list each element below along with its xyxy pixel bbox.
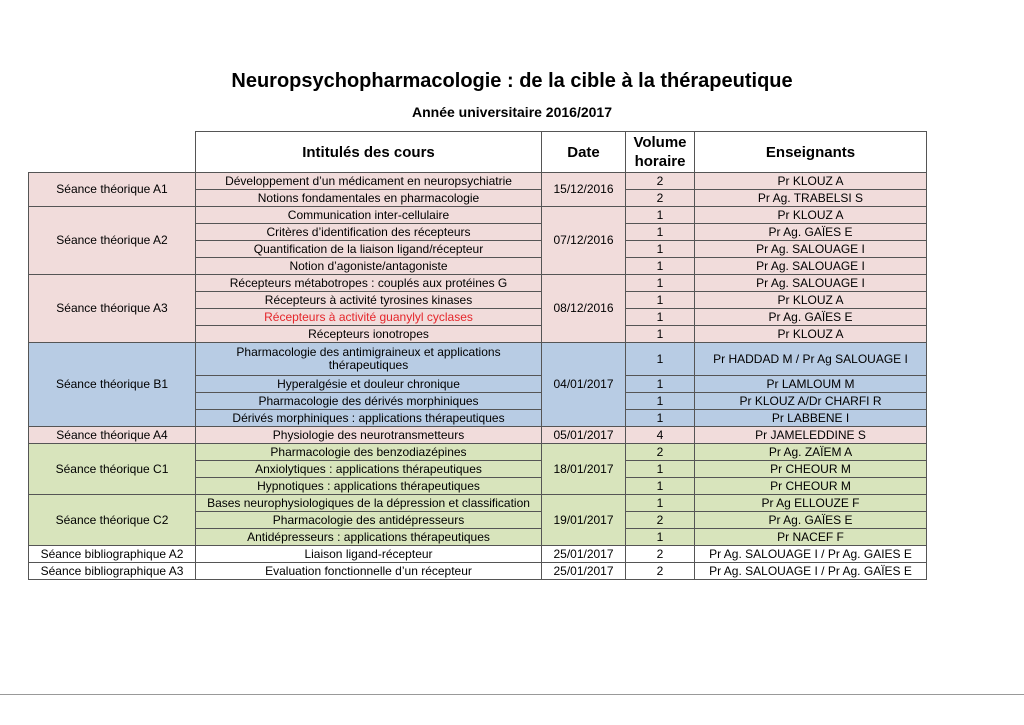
course-title: Développement d’un médicament en neuropsychiatrie (196, 173, 542, 190)
table-row (29, 207, 927, 224)
session-label: Séance bibliographique A3 (29, 563, 196, 580)
course-title: Récepteurs à activité tyrosines kinases (196, 292, 542, 309)
session-label: Séance théorique A4 (29, 427, 196, 444)
page-subtitle: Année universitaire 2016/2017 (411, 104, 612, 120)
header-volume: Volume horaire (626, 132, 695, 173)
session-date: 04/01/2017 (542, 343, 626, 427)
session-date: 15/12/2016 (542, 173, 626, 207)
course-title: Récepteurs ionotropes (196, 326, 542, 343)
teacher-name: Pr LAMLOUM M (695, 376, 927, 393)
course-title: Récepteurs métabotropes : couplés aux protéines G (196, 275, 542, 292)
volume-hours: 1 (626, 309, 695, 326)
table-row (29, 275, 927, 292)
course-title: Physiologie des neurotransmetteurs (196, 427, 542, 444)
volume-hours: 1 (626, 224, 695, 241)
teacher-name: Pr LABBENE I (695, 410, 927, 427)
teacher-name: Pr Ag. GAÏES E (695, 512, 927, 529)
teacher-name: Pr Ag. TRABELSI S (695, 190, 927, 207)
teacher-name: Pr Ag. ZAÏEM A (695, 444, 927, 461)
volume-hours: 1 (626, 478, 695, 495)
volume-hours: 1 (626, 393, 695, 410)
table-row (29, 173, 927, 190)
header-course: Intitulés des cours (196, 132, 542, 173)
course-title: Pharmacologie des antidépresseurs (196, 512, 542, 529)
session-date: 19/01/2017 (542, 495, 626, 546)
header-teacher: Enseignants (695, 132, 927, 173)
table-row (29, 444, 927, 461)
course-title: Hypnotiques : applications thérapeutiques (196, 478, 542, 495)
session-label: Séance bibliographique A2 (29, 546, 196, 563)
session-label: Séance théorique C1 (29, 444, 196, 495)
course-title: Pharmacologie des benzodiazépines (196, 444, 542, 461)
course-title: Dérivés morphiniques : applications thérapeutiques (196, 410, 542, 427)
course-title: Liaison ligand-récepteur (196, 546, 542, 563)
teacher-name: Pr Ag. SALOUAGE I / Pr Ag. GAÏES E (695, 563, 927, 580)
teacher-name: Pr KLOUZ A (695, 292, 927, 309)
teacher-name: Pr Ag ELLOUZE F (695, 495, 927, 512)
course-title: Pharmacologie des antimigraineux et applications thérapeutiques (196, 343, 542, 376)
teacher-name: Pr Ag. SALOUAGE I (695, 258, 927, 275)
volume-hours: 1 (626, 410, 695, 427)
volume-hours: 2 (626, 190, 695, 207)
table-row (29, 546, 927, 563)
course-title: Quantification de la liaison ligand/récepteur (196, 241, 542, 258)
session-label: Séance théorique C2 (29, 495, 196, 546)
course-title: Evaluation fonctionnelle d’un récepteur (196, 563, 542, 580)
session-label: Séance théorique A1 (29, 173, 196, 207)
volume-hours: 1 (626, 207, 695, 224)
page-title: Neuropsychopharmacologie : de la cible à la thérapeutique (231, 70, 793, 92)
table-row (29, 343, 927, 376)
volume-hours: 1 (626, 529, 695, 546)
course-title: Récepteurs à activité guanylyl cyclases (196, 309, 542, 326)
teacher-name: Pr NACEF F (695, 529, 927, 546)
teacher-name: Pr KLOUZ A/Dr CHARFI R (695, 393, 927, 410)
session-date: 07/12/2016 (542, 207, 626, 275)
page-bottom-divider (0, 694, 1024, 695)
teacher-name: Pr Ag. GAÏES E (695, 309, 927, 326)
course-title: Communication inter-cellulaire (196, 207, 542, 224)
teacher-name: Pr CHEOUR M (695, 461, 927, 478)
table-header-row (29, 132, 927, 173)
volume-hours: 1 (626, 461, 695, 478)
teacher-name: Pr Ag. SALOUAGE I (695, 241, 927, 258)
session-label: Séance théorique A2 (29, 207, 196, 275)
teacher-name: Pr KLOUZ A (695, 173, 927, 190)
session-date: 05/01/2017 (542, 427, 626, 444)
teacher-name: Pr CHEOUR M (695, 478, 927, 495)
course-title: Critères d’identification des récepteurs (196, 224, 542, 241)
session-label: Séance théorique B1 (29, 343, 196, 427)
volume-hours: 2 (626, 512, 695, 529)
table-row (29, 495, 927, 512)
teacher-name: Pr Ag. SALOUAGE I / Pr Ag. GAIES E (695, 546, 927, 563)
teacher-name: Pr KLOUZ A (695, 326, 927, 343)
volume-hours: 1 (626, 258, 695, 275)
course-title: Notion d’agoniste/antagoniste (196, 258, 542, 275)
teacher-name: Pr Ag. GAÏES E (695, 224, 927, 241)
session-date: 25/01/2017 (542, 546, 626, 563)
session-label: Séance théorique A3 (29, 275, 196, 343)
table-row (29, 427, 927, 444)
volume-hours: 1 (626, 241, 695, 258)
volume-hours: 2 (626, 444, 695, 461)
volume-hours: 1 (626, 376, 695, 393)
course-schedule-table (28, 131, 927, 580)
course-title: Pharmacologie des dérivés morphiniques (196, 393, 542, 410)
volume-hours: 1 (626, 343, 695, 376)
session-date: 25/01/2017 (542, 563, 626, 580)
course-title: Antidépresseurs : applications thérapeutiques (196, 529, 542, 546)
volume-hours: 2 (626, 563, 695, 580)
volume-hours: 2 (626, 173, 695, 190)
course-title: Hyperalgésie et douleur chronique (196, 376, 542, 393)
header-blank-cell (29, 132, 196, 173)
teacher-name: Pr HADDAD M / Pr Ag SALOUAGE I (695, 343, 927, 376)
volume-hours: 4 (626, 427, 695, 444)
teacher-name: Pr Ag. SALOUAGE I (695, 275, 927, 292)
schedule-body (29, 173, 927, 580)
header-date: Date (542, 132, 626, 173)
teacher-name: Pr JAMELEDDINE S (695, 427, 927, 444)
table-row (29, 563, 927, 580)
volume-hours: 1 (626, 275, 695, 292)
course-title: Anxiolytiques : applications thérapeutiques (196, 461, 542, 478)
volume-hours: 1 (626, 326, 695, 343)
session-date: 08/12/2016 (542, 275, 626, 343)
volume-hours: 2 (626, 546, 695, 563)
teacher-name: Pr KLOUZ A (695, 207, 927, 224)
volume-hours: 1 (626, 292, 695, 309)
volume-hours: 1 (626, 495, 695, 512)
course-title: Bases neurophysiologiques de la dépression et classification (196, 495, 542, 512)
course-title: Notions fondamentales en pharmacologie (196, 190, 542, 207)
session-date: 18/01/2017 (542, 444, 626, 495)
